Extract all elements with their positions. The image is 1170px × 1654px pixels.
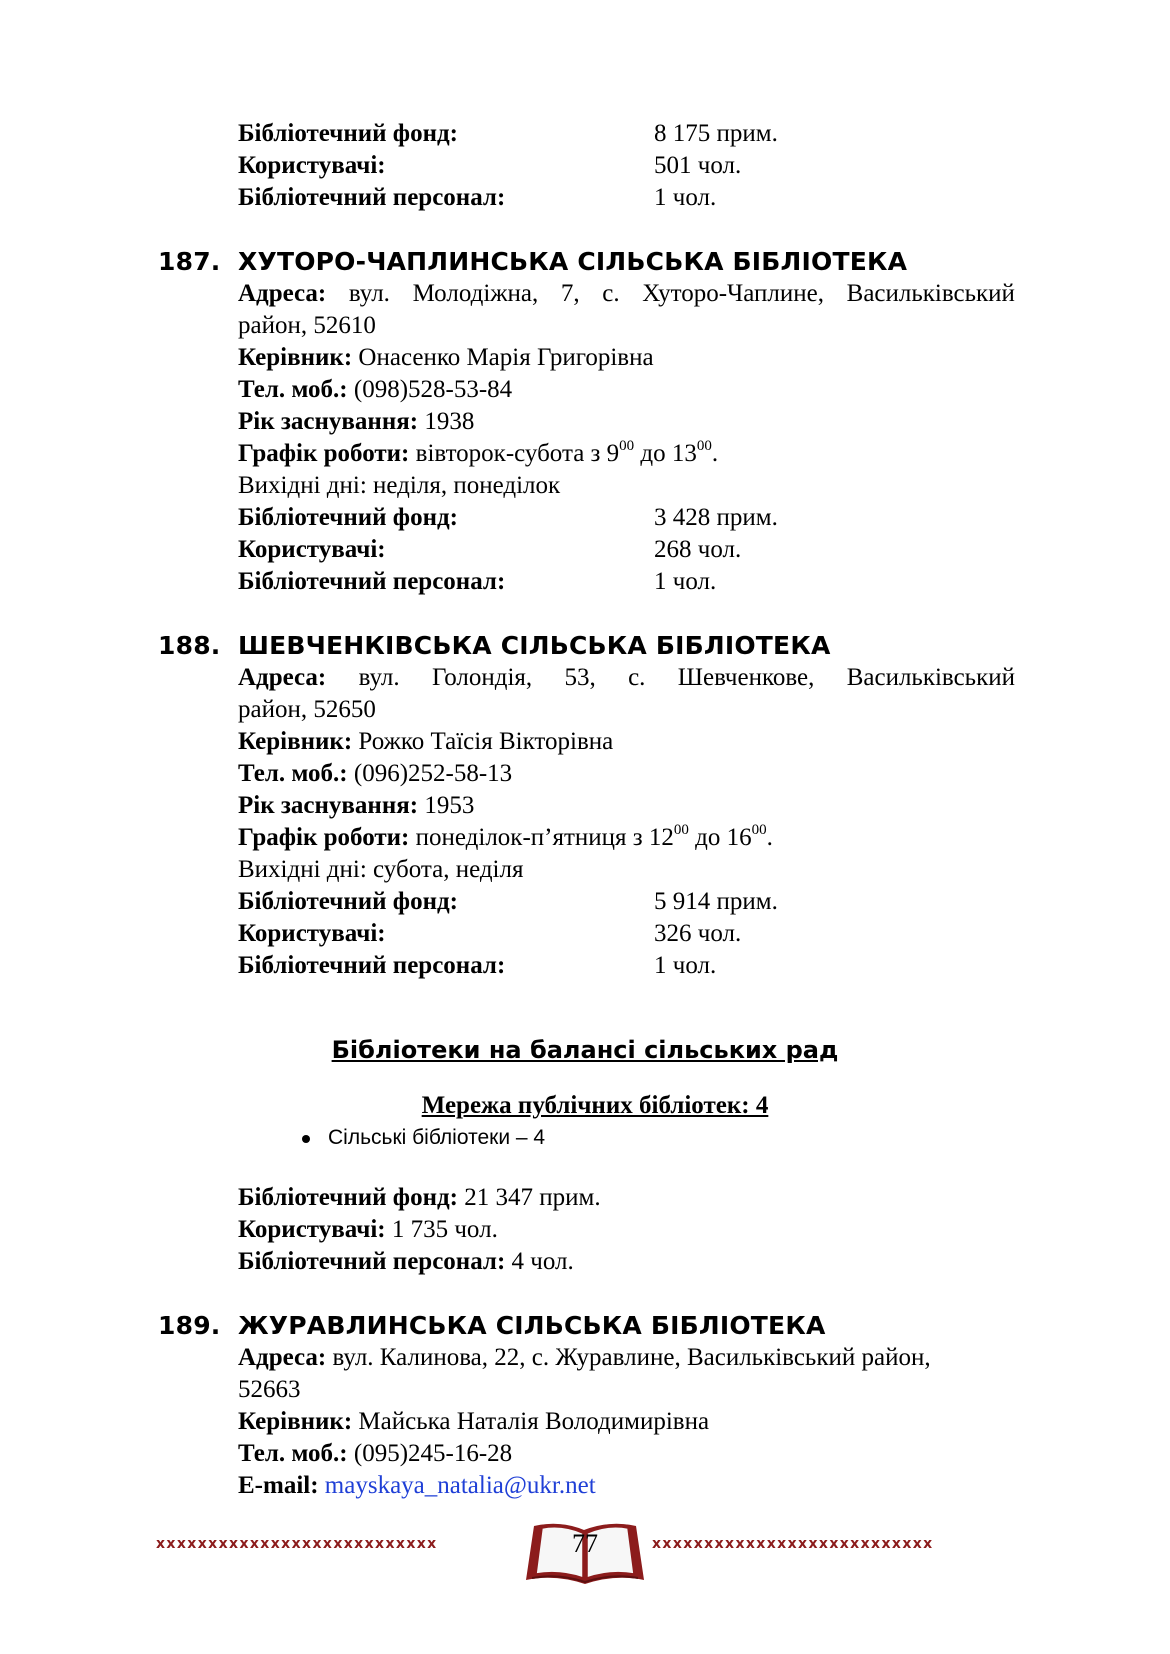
phone-line	[238, 1438, 512, 1470]
address-line	[238, 662, 1015, 694]
total-fond-line	[238, 1182, 601, 1214]
bullet-item	[328, 1123, 545, 1153]
schedule-text: .	[766, 824, 773, 851]
email-label: E-mail:	[238, 1472, 319, 1499]
address-word: Шевченкове,	[677, 664, 815, 691]
fond-value: 8 175 прим.	[654, 120, 778, 147]
address-word: с.	[628, 664, 646, 691]
address-line	[238, 278, 1015, 310]
phone-label: Тел. моб.:	[238, 376, 348, 403]
bullet-icon	[302, 1135, 310, 1143]
entry-title: ШЕВЧЕНКІВСЬКА СІЛЬСЬКА БІБЛІОТЕКА	[238, 631, 831, 660]
days-off: Вихідні дні: субота, неділя	[238, 856, 524, 883]
address-word: Голондія,	[431, 664, 533, 691]
schedule-label: Графік роботи:	[238, 824, 410, 851]
year-value: 1938	[424, 408, 475, 435]
library-heading-188	[158, 630, 831, 662]
users-label: Користувачі:	[238, 1216, 386, 1243]
head-line	[238, 342, 654, 374]
year-line	[238, 790, 474, 822]
phone-label: Тел. моб.:	[238, 1440, 348, 1467]
entry-number: 189.	[158, 1311, 221, 1340]
entry-title: ХУТОРО-ЧАПЛИНСЬКА СІЛЬСЬКА БІБЛІОТЕКА	[238, 247, 908, 276]
total-users-line	[238, 1214, 498, 1246]
entry-title: ЖУРАВЛИНСЬКА СІЛЬСЬКА БІБЛІОТЕКА	[238, 1311, 826, 1340]
address-continuation: район, 52650	[238, 696, 376, 723]
head-label: Керівник:	[238, 344, 353, 371]
head-label: Керівник:	[238, 1408, 353, 1435]
address-word: 7,	[560, 280, 580, 307]
users-value: 268 чол.	[654, 536, 742, 563]
email-line	[238, 1470, 596, 1502]
address-value: вул. Калинова, 22, с. Журавлине, Васильківський район,	[332, 1344, 931, 1371]
year-line	[238, 406, 474, 438]
phone-label: Тел. моб.:	[238, 760, 348, 787]
address-word: с.	[602, 280, 620, 307]
staff-value: 1 чол.	[654, 568, 717, 595]
address-word: Молодіжна,	[412, 280, 539, 307]
users-label: Користувачі:	[238, 536, 386, 563]
fond-value: 3 428 прим.	[654, 504, 778, 531]
phone-value: (095)245-16-28	[353, 1440, 513, 1467]
schedule-sup: 00	[673, 821, 689, 838]
total-staff-line	[238, 1246, 574, 1278]
address-label: Адреса:	[238, 1344, 327, 1371]
fond-value: 21 347 прим.	[464, 1184, 601, 1211]
address-word: Хуторо-Чаплине,	[642, 280, 825, 307]
head-line	[238, 726, 613, 758]
schedule-text: до 13	[640, 440, 697, 467]
staff-label: Бібліотечний персонал:	[238, 952, 506, 979]
fond-label: Бібліотечний фонд:	[238, 504, 458, 531]
phone-value: (096)252-58-13	[353, 760, 513, 787]
head-value: Рожко Таїсія Вікторівна	[358, 728, 614, 755]
address-continuation: 52663	[238, 1376, 301, 1403]
schedule-text: вівторок-субота з 9	[415, 440, 620, 467]
address-label: Адреса:	[238, 664, 327, 691]
users-label: Користувачі:	[238, 920, 386, 947]
library-heading-187	[158, 246, 907, 278]
schedule-text: понеділок-п’ятниця з 12	[415, 824, 674, 851]
schedule-text: до 16	[695, 824, 752, 851]
fond-label: Бібліотечний фонд:	[238, 888, 458, 915]
address-line	[238, 1342, 931, 1374]
address-word: Васильківський	[846, 664, 1015, 691]
head-line	[238, 1406, 709, 1438]
schedule-sup: 00	[751, 821, 767, 838]
bullet-text: Сільські бібліотеки – 4	[328, 1126, 546, 1149]
schedule-sup: 00	[696, 437, 712, 454]
section-title: Бібліотеки на балансі сільських рад	[331, 1036, 839, 1064]
fond-value: 5 914 прим.	[654, 888, 778, 915]
entry-number: 187.	[158, 247, 221, 276]
head-label: Керівник:	[238, 728, 353, 755]
address-word: 53,	[564, 664, 596, 691]
address-word: вул.	[348, 280, 390, 307]
schedule-text: .	[711, 440, 719, 467]
staff-value: 4 чол.	[511, 1248, 574, 1275]
fond-label: Бібліотечний фонд:	[238, 1184, 458, 1211]
year-label: Рік заснування:	[238, 792, 419, 819]
entry-number: 188.	[158, 631, 221, 660]
phone-value: (098)528-53-84	[353, 376, 513, 403]
schedule-line	[238, 822, 773, 854]
users-value: 326 чол.	[654, 920, 742, 947]
users-value: 501 чол.	[654, 152, 742, 179]
year-value: 1953	[424, 792, 475, 819]
year-label: Рік заснування:	[238, 408, 419, 435]
email-link[interactable]: mayskaya_natalia@ukr.net	[324, 1472, 596, 1499]
address-continuation: район, 52610	[238, 312, 376, 339]
address-word: Васильківський	[846, 280, 1015, 307]
days-off: Вихідні дні: неділя, понеділок	[238, 472, 561, 499]
address-word: вул.	[358, 664, 400, 691]
head-value: Майська Наталія Володимирівна	[358, 1408, 710, 1435]
library-heading-189	[158, 1310, 826, 1342]
staff-label: Бібліотечний персонал:	[238, 568, 506, 595]
address-label: Адреса:	[238, 280, 327, 307]
page-number: 77	[572, 1529, 598, 1558]
phone-line	[238, 374, 512, 406]
staff-label: Бібліотечний персонал:	[238, 184, 506, 211]
schedule-line	[238, 438, 718, 470]
staff-value: 1 чол.	[654, 952, 717, 979]
schedule-sup: 00	[619, 437, 635, 454]
fond-label: Бібліотечний фонд:	[238, 120, 458, 147]
head-value: Онасенко Марія Григорівна	[358, 344, 654, 371]
staff-value: 1 чол.	[654, 184, 717, 211]
ornament-left: xxxxxxxxxxxxxxxxxxxxxxxxxxx	[156, 1536, 438, 1550]
users-label: Користувачі:	[238, 152, 386, 179]
phone-line	[238, 758, 512, 790]
staff-label: Бібліотечний персонал:	[238, 1248, 506, 1275]
users-value: 1 735 чол.	[391, 1216, 498, 1243]
network-title: Мережа публічних бібліотек: 4	[421, 1092, 769, 1119]
ornament-right: xxxxxxxxxxxxxxxxxxxxxxxxxxx	[652, 1536, 934, 1550]
schedule-label: Графік роботи:	[238, 440, 410, 467]
